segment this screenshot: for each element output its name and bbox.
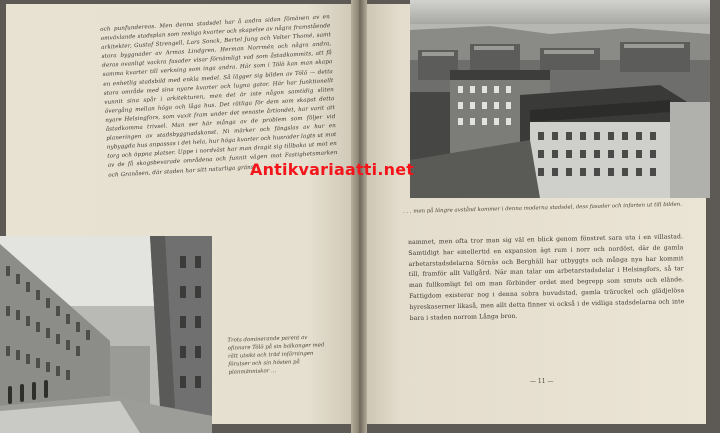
left-page-body-text: och punfundereas. Men denna stadsdel har å andra sidan fömänen av en omväxlande stadsplan som resliga kvarter och skapelse av några framstående arkitekter, Gustaf Strengell, Lars Sonck, Bertel Jung och Valter Thomé, samt stora byggnader av Armas Lindgren. Herman Norrmén och några andra, deras ovanligt vackra fasader visar förnämligt vad som åstadkommits, att få samma kvarter till verkning som inga andra. Här som i Tölö kan man skapa en enhetlig stadsbild med enkla medel. Så lägger sig bilden av Tölö — detta stora område med sina nyare kvarter och lugna gator. Här har funktionellt vunnit sina spår i arkitekturen, men det är inte någon samtidig sliten övergång mellan höga och låga hus. Det rätliga för dem som skapat detta nyare Helsingfors, som vuxit fram under det senaste årtiondet, har varit att åstadkomma trivsel. Man ser här många av de problem som följer vid planeringen av stadsbyggnadskonst. Ni märker och fängslas av hur en nybyggda hus anpassas i det hela, hur höga kvarter och husrader lagts ut mot torg och öppna platser. Uppe i nordväst har man dragit sig tillbaka ut mot en av de få skogsbevarade områdena och funnit vägen mot Fastighetsmarken och Granåsen, där staden har sitt naturliga gräns. <box>100 14 338 179</box>
watermark-text: Antikvariaatti.net <box>250 160 415 179</box>
aerial-city-photo <box>410 0 710 198</box>
street-photo <box>0 236 212 433</box>
left-photo-caption: Trots dominerande parent av ofinnare Tölö på sin balkonger med rätt utsikt och träd infärningen förutser och sin hösten på planmänniskor ... <box>227 334 325 376</box>
right-page-body-text: nammet, men ofta tror man sig väl en blick genom fönstret sara uta i en villastad. Samtidigt har emellertid en expansion ägt rum i norr och nordöst, där de gamla arbetarstadsdelarna Sörnäs och Berghäll har utbyggts och många nya har kommit till, framför allt Vallgård. När man talar om arbetarstadsdelar i Helsingfors, så tar man fullkomligt fel om man förbinder ordet med begrepp som smuts och elände. Fattigdom existerar nog i denna sobra huvudstad, gamla träruckel och glädjelösa hyreskaserner likaså, men allt detta finner vi också i de vidliga stadsdelarna och inte bara i staden norrom Långa bron. <box>408 233 685 322</box>
page-number: — 11 — <box>530 378 554 385</box>
book-spine <box>351 0 367 433</box>
right-photo-caption: . . . men på längre avstånd kommer i denna moderna stadsdel, dess fasader och infarten ut till bilden. <box>402 201 682 215</box>
